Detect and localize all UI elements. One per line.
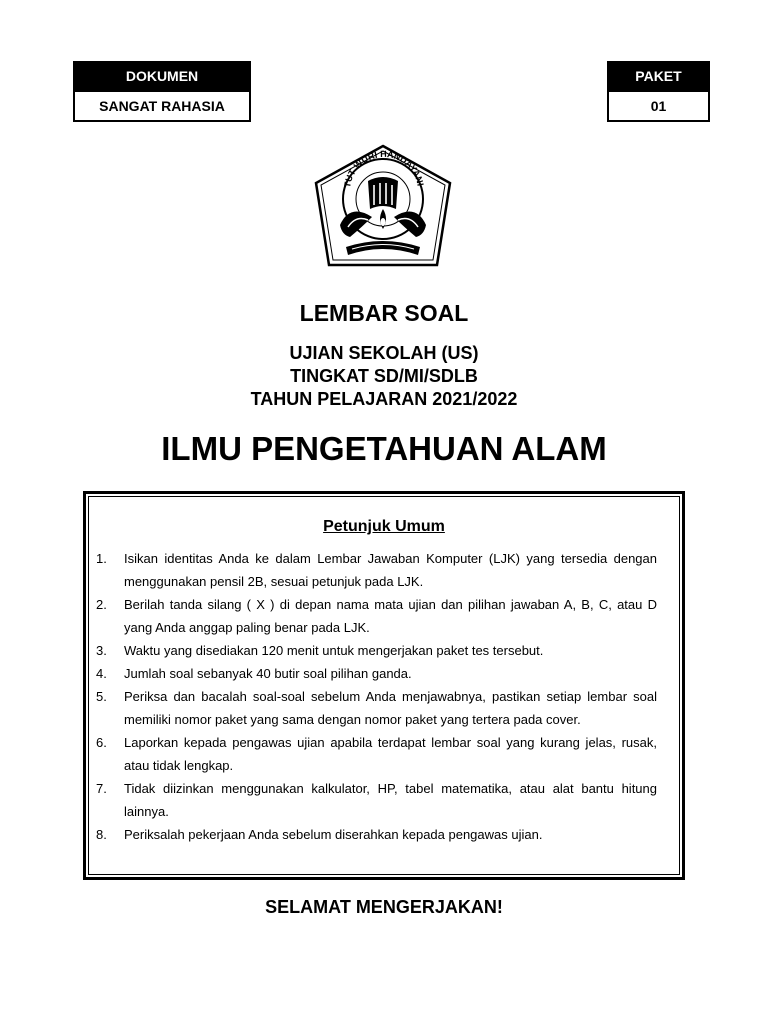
instructions-inner-frame <box>88 496 680 875</box>
tut-wuri-handayani-logo <box>310 143 456 275</box>
instruction-item: 6. Laporkan kepada pengawas ujian apabila terdapat lembar soal yang kurang jelas, rusak, atau tidak lengkap. <box>96 735 657 773</box>
instruction-text: Tidak diizinkan menggunakan kalkulator, HP, tabel matematika, atau alat bantu hitung lainnya. <box>124 781 657 819</box>
instructions-box <box>83 491 685 880</box>
paket-box <box>607 61 710 122</box>
paket-value: 01 <box>609 90 708 120</box>
svg-text:TUT WURI HANDAYANI: TUT WURI HANDAYANI <box>342 148 426 189</box>
instruction-text: Berilah tanda silang ( X ) di depan nama mata ujian dan pilihan jawaban A, B, C, atau D yang Anda anggap paling benar pada LJK. <box>124 597 657 635</box>
instructions-list <box>96 547 657 846</box>
instruction-item: 5. Periksa dan bacalah soal-soal sebelum Anda menjawabnya, pastikan setiap lembar soal memiliki nomor paket yang sama dengan nomor paket yang tertera pada cover. <box>96 689 657 727</box>
instruction-text: Waktu yang disediakan 120 menit untuk mengerjakan paket tes tersebut. <box>124 643 544 658</box>
dokumen-label: DOKUMEN <box>75 63 249 90</box>
instruction-item: 1. Isikan identitas Anda ke dalam Lembar Jawaban Komputer (LJK) yang tersedia dengan menggunakan pensil 2B, sesuai petunjuk pada LJK. <box>96 551 657 589</box>
instruction-item: 7. Tidak diizinkan menggunakan kalkulator, HP, tabel matematika, atau alat bantu hitung lainnya. <box>96 781 657 819</box>
instruction-item: 3. Waktu yang disediakan 120 menit untuk mengerjakan paket tes tersebut. <box>96 643 544 658</box>
instruction-text: Isikan identitas Anda ke dalam Lembar Jawaban Komputer (LJK) yang tersedia dengan menggunakan pensil 2B, sesuai petunjuk pada LJK. <box>124 551 657 589</box>
instruction-text: Periksa dan bacalah soal-soal sebelum Anda menjawabnya, pastikan setiap lembar soal memiliki nomor paket yang sama dengan nomor paket yang tertera pada cover. <box>124 689 657 727</box>
dokumen-box <box>73 61 251 122</box>
instruction-item: 2. Berilah tanda silang ( X ) di depan nama mata ujian dan pilihan jawaban A, B, C, atau D yang Anda anggap paling benar pada LJK. <box>96 597 657 635</box>
subject-title: ILMU PENGETAHUAN ALAM <box>161 430 607 467</box>
tut-wuri-handayani-emblem-icon <box>310 143 456 275</box>
dokumen-value: SANGAT RAHASIA <box>75 90 249 120</box>
exam-level: TINGKAT SD/MI/SDLB <box>290 366 478 386</box>
instruction-text: Periksalah pekerjaan Anda sebelum diserahkan kepada pengawas ujian. <box>124 827 543 842</box>
exam-name: UJIAN SEKOLAH (US) <box>289 343 479 363</box>
academic-year: TAHUN PELAJARAN 2021/2022 <box>250 389 518 409</box>
instruction-item: 4. Jumlah soal sebanyak 40 butir soal pilihan ganda. <box>96 666 412 681</box>
closing-message: SELAMAT MENGERJAKAN! <box>265 897 503 917</box>
instructions-heading: Petunjuk Umum <box>323 518 445 535</box>
page-title: LEMBAR SOAL <box>299 300 469 326</box>
instruction-item: 8. Periksalah pekerjaan Anda sebelum diserahkan kepada pengawas ujian. <box>96 827 543 842</box>
instruction-text: Laporkan kepada pengawas ujian apabila terdapat lembar soal yang kurang jelas, rusak, atau tidak lengkap. <box>124 735 657 773</box>
paket-label: PAKET <box>609 63 708 90</box>
instruction-text: Jumlah soal sebanyak 40 butir soal pilihan ganda. <box>124 666 412 681</box>
